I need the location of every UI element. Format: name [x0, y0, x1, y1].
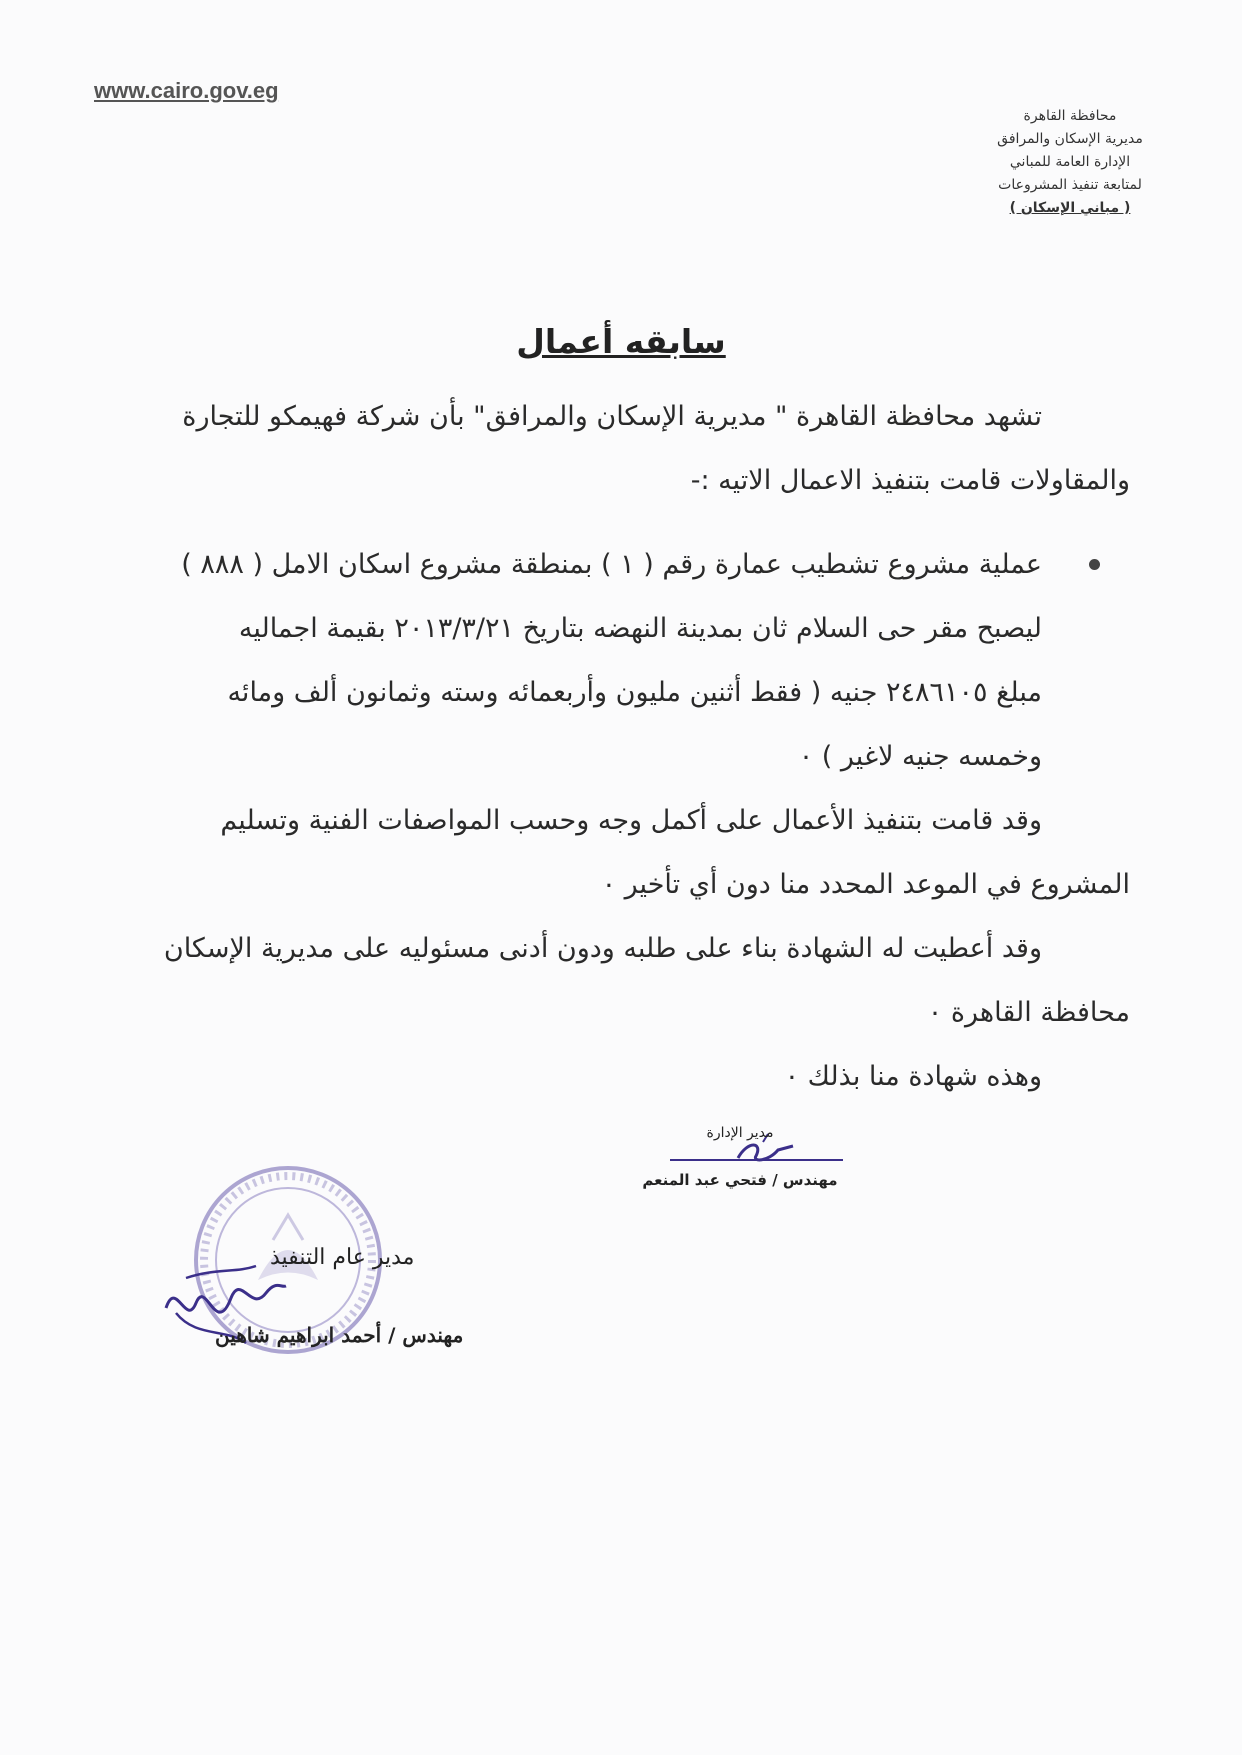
website-url: www.cairo.gov.eg — [94, 78, 279, 103]
bullet-dot-icon — [1089, 559, 1100, 570]
letterhead-line: مديرية الإسكان والمرافق — [997, 131, 1143, 147]
letterhead-line: ( مباني الإسكان ) — [1009, 200, 1131, 216]
exec-role: مدير عام التنفيذ — [270, 1245, 415, 1270]
document-title: سابقه أعمال — [516, 322, 726, 361]
admin-signature-block — [630, 1125, 850, 1189]
bullet-item — [150, 533, 1130, 597]
bullet-line: وخمسه جنيه لاغير ) ٠ — [798, 741, 1042, 772]
closing-line: وهذه شهادة منا بذلك ٠ — [784, 1061, 1042, 1092]
letterhead-line: الإدارة العامة للمباني — [1009, 154, 1131, 170]
letterhead-line: محافظة القاهرة — [1023, 108, 1117, 124]
paragraph-line: وقد قامت بتنفيذ الأعمال على أكمل وجه وحسب المواصفات الفنية وتسليم — [220, 805, 1042, 836]
exec-name: مهندس / أحمد ابراهيم شاهين — [215, 1323, 464, 1347]
admin-name: مهندس / فتحي عبد المنعم — [642, 1171, 838, 1189]
bullet-line: عملية مشروع تشطيب عمارة رقم ( ١ ) بمنطقة مشروع اسكان الامل ( ٨٨٨ ) — [181, 549, 1042, 580]
intro-line: تشهد محافظة القاهرة " مديرية الإسكان والمرافق" بأن شركة فهيمكو للتجارة — [182, 401, 1042, 432]
intro-line: والمقاولات قامت بتنفيذ الاعمال الاتيه :- — [690, 465, 1130, 496]
bullet-line: مبلغ ٢٤٨٦١٠٥ جنيه ( فقط أثنين مليون وأربعمائه وسته وثمانون ألف ومائه — [227, 677, 1042, 708]
paragraph-line: وقد أعطيت له الشهادة بناء على طلبه ودون أدنى مسئوليه على مديرية الإسكان — [163, 933, 1042, 964]
admin-role: مدير الإدارة — [706, 1125, 774, 1141]
letterhead-line: لمتابعة تنفيذ المشروعات — [998, 177, 1142, 193]
paragraph-line: محافظة القاهرة ٠ — [927, 997, 1130, 1028]
bullet-line: ليصبح مقر حى السلام ثان بمدينة النهضه بتاريخ ٢٠١٣/٣/٢١ بقيمة اجماليه — [238, 613, 1042, 644]
letterhead — [940, 105, 1200, 220]
paragraph-line: المشروع في الموعد المحدد منا دون أي تأخير ٠ — [601, 869, 1130, 900]
document-body — [150, 385, 1130, 1109]
